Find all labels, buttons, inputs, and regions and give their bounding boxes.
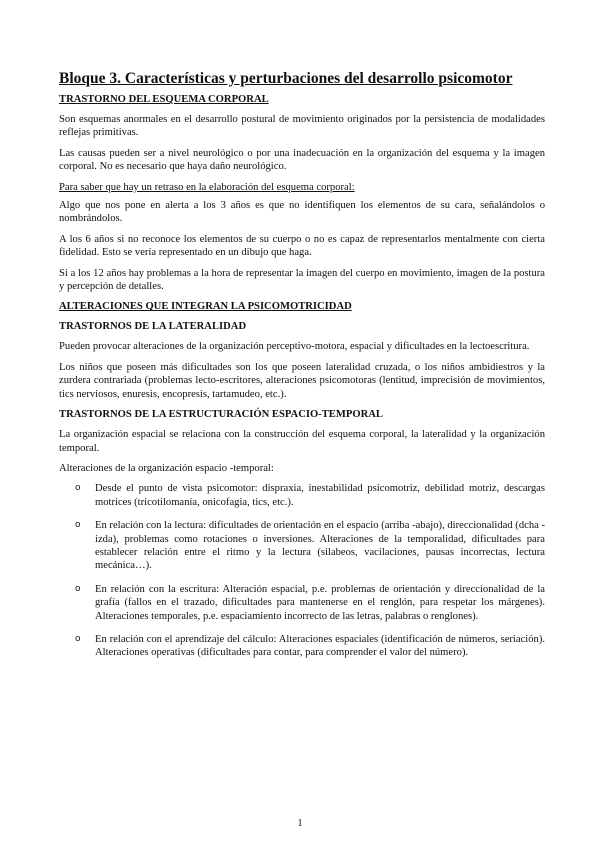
heading-alteraciones: ALTERACIONES QUE INTEGRAN LA PSICOMOTRICIDAD <box>59 301 352 313</box>
paragraph: La organización espacial se relaciona con la construcción del esquema corporal, la lateralidad y la organización temporal. <box>59 429 545 454</box>
bullet-icon: o <box>75 483 81 494</box>
page-number: 1 <box>297 818 303 829</box>
list-item <box>59 482 545 509</box>
subheading-retraso: Para saber que hay un retraso en la elaboración del esquema corporal: <box>59 181 355 193</box>
list-item-text: Desde el punto de vista psicomotor: dispraxia, inestabilidad psicomotriz, debilidad motriz, descargas motrices (tricotilomanía, onicofagia, tics, etc.). <box>95 483 545 508</box>
heading-lateralidad: TRASTORNOS DE LA LATERALIDAD <box>59 321 247 333</box>
list-item <box>59 633 545 660</box>
document-page <box>59 70 545 670</box>
paragraph: Algo que nos pone en alerta a los 3 años es que no identifiquen los elementos de su cara, señalándolos o nombrándolos. <box>59 200 545 225</box>
heading-espacio-temporal: TRASTORNOS DE LA ESTRUCTURACIÓN ESPACIO-TEMPORAL <box>59 409 383 421</box>
bullet-icon: o <box>75 583 81 594</box>
paragraph: Pueden provocar alteraciones de la organización perceptivo-motora, espacial y dificultades en la lectoescritura. <box>59 341 530 353</box>
list-item <box>59 519 545 573</box>
paragraph: A los 6 años si no reconoce los elementos de su cuerpo o no es capaz de representarlos mentalmente con cierta fidelidad. Esto se vería representado en un dibujo que haga. <box>59 233 545 259</box>
bullet-list <box>59 482 545 659</box>
page-title: Bloque 3. Características y perturbaciones del desarrollo psicomotor <box>59 70 513 87</box>
list-item-text: En relación con la lectura: dificultades de orientación en el espacio (arriba -abajo), direccionalidad (dcha -izda), problemas como rotaciones o inversiones. Alteraciones de la temporalidad, dificultades para establecer relación entre el ritmo y la lectura (silabeos, vacilaciones, pausas incorrectas, lectura mecánica…). <box>95 520 546 572</box>
bullet-icon: o <box>75 633 81 644</box>
heading-esquema-corporal: TRASTORNO DEL ESQUEMA CORPORAL <box>59 94 269 105</box>
paragraph: Las causas pueden ser a nivel neurológico o por una inadecuación en la organización del esquema y la imagen corporal. No es necesario que haya daño neurológico. <box>59 147 545 173</box>
list-item-text: En relación con la escritura: Alteración espacial, p.e. problemas de orientación y direccionalidad de la grafía (fallos en el trazado, dificultades para mantenerse en el renglón, para respetar los márgenes). Alteraciones temporales, p.e. espaciamiento incorrecto de las letras, palabras o renglones). <box>95 583 545 622</box>
paragraph: Son esquemas anormales en el desarrollo postural de movimiento originados por la persistencia de modalidades reflejas primitivas. <box>59 114 545 139</box>
paragraph: Los niños que poseen más dificultades son los que poseen lateralidad cruzada, o los niños ambidiestros y la zurdera contrariada (problemas lecto-escritores, alteraciones psicomotoras (lentitud, imprecisión de movimientos, tics nerviosos, enuresis, encopresis, tartamudeo, etc.). <box>59 361 545 400</box>
paragraph: Si a los 12 años hay problemas a la hora de representar la imagen del cuerpo en movimiento, imagen de la postura y percepción de detalles. <box>59 267 545 293</box>
bullet-icon: o <box>75 520 81 531</box>
list-item <box>59 583 545 623</box>
paragraph: Alteraciones de la organización espacio -temporal: <box>59 462 274 474</box>
list-item-text: En relación con el aprendizaje del cálculo: Alteraciones espaciales (identificación de números, seriación). Alteraciones operativas (dificultades para contar, para comprender el valor del número). <box>95 633 545 659</box>
